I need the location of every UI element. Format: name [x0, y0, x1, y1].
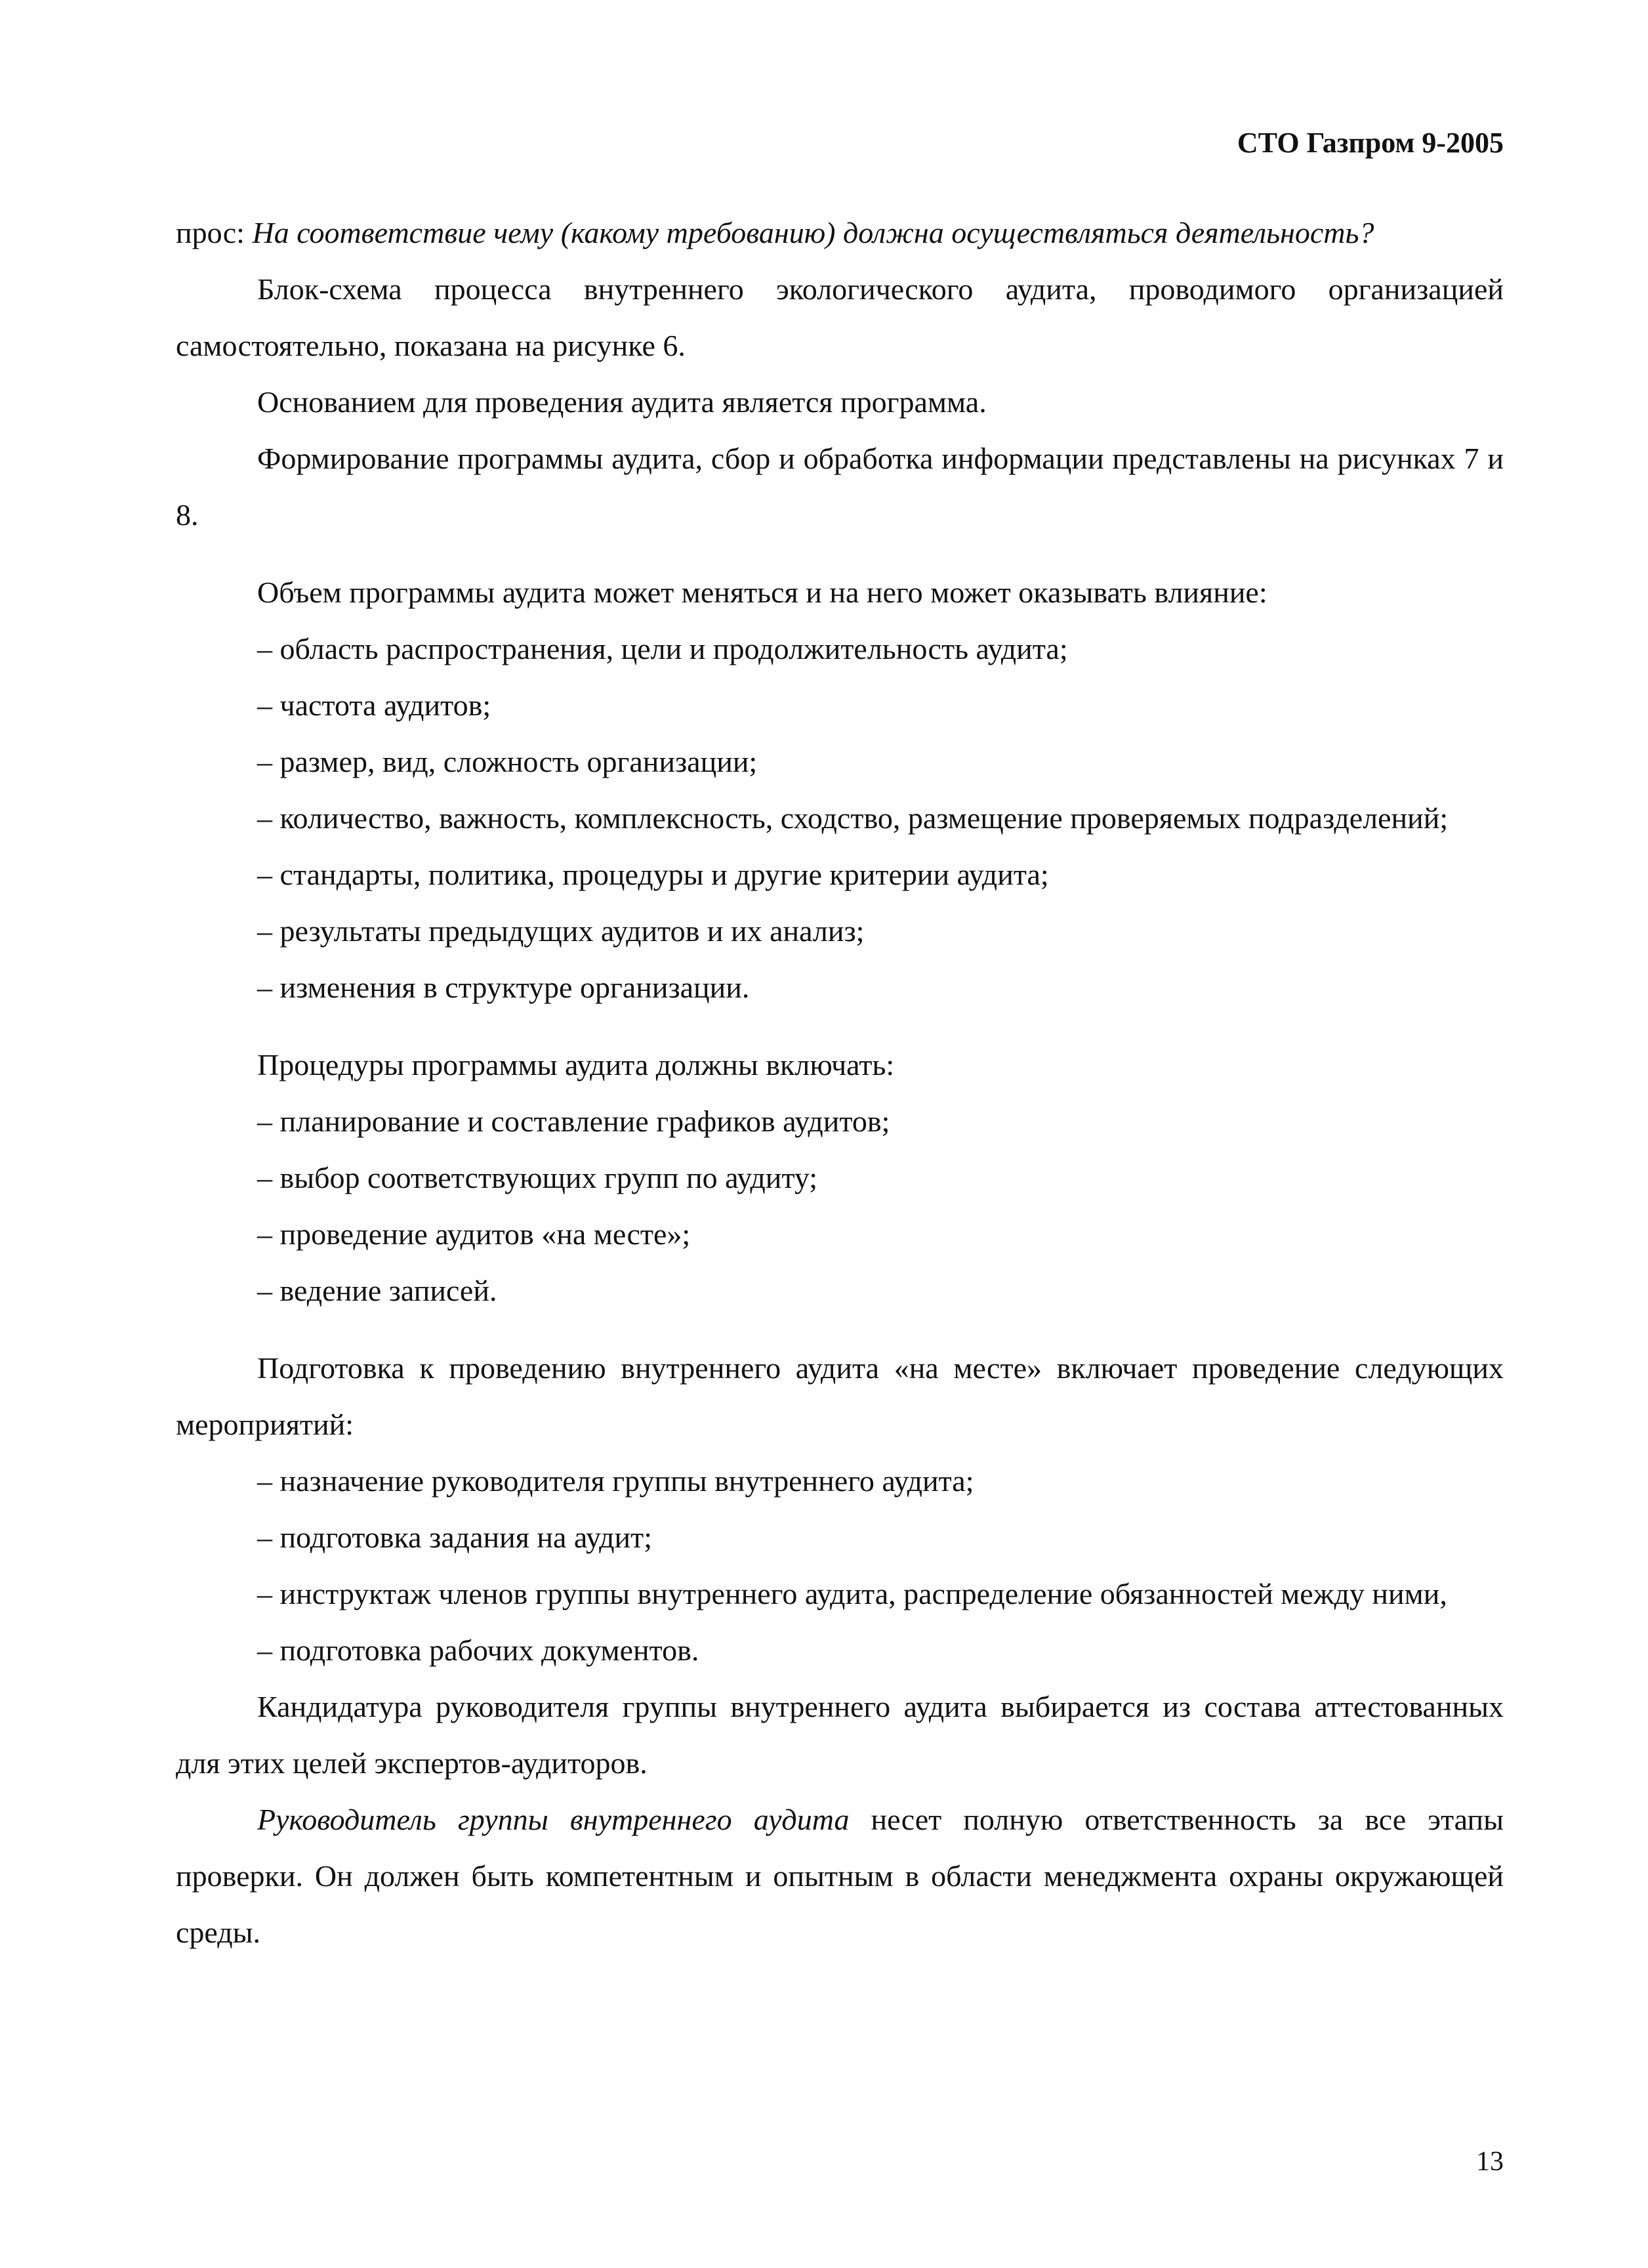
scope-factors-list	[176, 621, 1504, 1016]
question-prefix: прос:	[176, 216, 253, 249]
preparation-list	[176, 1453, 1504, 1679]
page-body	[176, 205, 1504, 1961]
leader-term-italic: Руководитель группы внутреннего аудита	[257, 1803, 850, 1836]
list-item: – количество, важность, комплексность, сходство, размещение проверяемых подразделений;	[257, 801, 1449, 835]
list-item: – результаты предыдущих аудитов и их анализ;	[257, 914, 865, 948]
list-item: – назначение руководителя группы внутреннего аудита;	[257, 1464, 974, 1498]
list-item: – подготовка рабочих документов.	[257, 1633, 699, 1667]
question-italic-text: На соответствие чему (какому требованию) должна осуществляться деятельность?	[252, 216, 1374, 249]
list-item: – размер, вид, сложность организации;	[257, 745, 758, 778]
paragraph-leader-candidate: Кандидатура руководителя группы внутреннего аудита выбирается из состава аттестованных для этих целей экспертов-аудиторов.	[176, 1690, 1504, 1780]
leader-responsibility-text: несет полную ответственность за все этапы проверки. Он должен быть компетентным и опытным в области менеджмента охраны окружающей среды.	[176, 1803, 1504, 1949]
list-item: – инструктаж членов группы внутреннего аудита, распределение обязанностей между ними,	[257, 1577, 1447, 1610]
list-item: – стандарты, политика, процедуры и другие критерии аудита;	[257, 858, 1049, 891]
paragraph-program-formation: Формирование программы аудита, сбор и обработка информации представлены на рисунках 7 и 8.	[176, 442, 1504, 532]
list-item: – проведение аудитов «на месте»;	[257, 1217, 691, 1251]
list-item: – область распространения, цели и продолжительность аудита;	[257, 632, 1068, 665]
document-code-header: СТО Газпром 9-2005	[1237, 127, 1504, 159]
paragraph-flowchart: Блок-схема процесса внутреннего экологического аудита, проводимого организацией самостоятельно, показана на рисунке 6.	[176, 272, 1504, 362]
paragraph-preparation: Подготовка к проведению внутреннего аудита «на месте» включает проведение следующих мероприятий:	[176, 1351, 1504, 1441]
list-item: – подготовка задания на аудит;	[257, 1521, 653, 1554]
paragraph-basis: Основанием для проведения аудита является программа.	[257, 385, 987, 419]
procedures-list	[176, 1093, 1504, 1319]
paragraph-procedures: Процедуры программы аудита должны включать:	[257, 1048, 895, 1082]
list-item: – частота аудитов;	[257, 688, 491, 722]
paragraph-program-scope: Объем программы аудита может меняться и на него может оказывать влияние:	[257, 576, 1267, 609]
paragraph-leader-responsibility	[176, 1792, 1504, 1961]
page-number: 13	[1476, 2147, 1504, 2177]
list-item: – ведение записей.	[257, 1274, 497, 1307]
list-item: – выбор соответствующих групп по аудиту;	[257, 1161, 818, 1194]
list-item: – изменения в структуре организации.	[257, 971, 750, 1004]
list-item: – планирование и составление графиков аудитов;	[257, 1104, 890, 1138]
question-paragraph	[176, 205, 1504, 261]
